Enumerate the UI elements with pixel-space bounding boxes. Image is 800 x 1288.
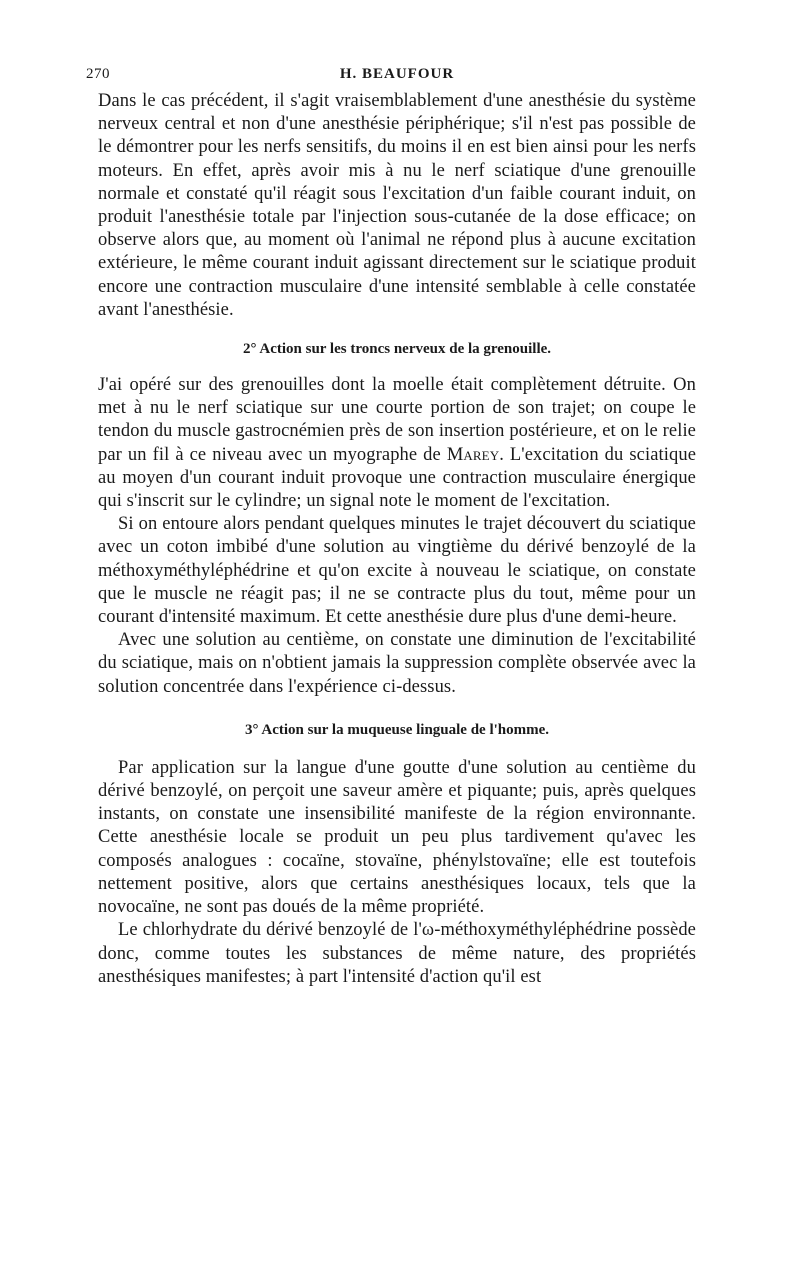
paragraph-hundredth-solution: Avec une solution au centième, on constate une diminution de l'excitabilité du sciatique, mais on n'obtient jamais la suppression complète observée avec la solution concentrée dans l'expérience ci-dessus. [98,630,696,697]
author-name-marey: Marey [446,444,500,465]
section-heading-lingual-mucosa: 3° Action sur la muqueuse linguale de l'homme. [244,721,550,738]
paragraph-twentieth-solution: Si on entoure alors pendant quelques minutes le trajet découvert du sciatique avec un coton imbibé d'une solution au vingtième du dérivé benzoylé de la méthoxyméthyléphédrine et qu'on excite à nouveau le sciatique, on constate que le muscle ne réagit pas; il ne se contracte plus du tout, même pour un courant d'intensité maximum. Et cette anesthésie dure plus d'une demi-heure. [98,514,696,628]
paragraph-anesthesia-central: Dans le cas précédent, il s'agit vraisemblablement d'une anesthésie du système nerveux central et non d'une anesthésie périphérique; s'il n'est pas possible de le démontrer pour les nerfs sensitifs, du moins il en est bien ainsi pour les nerfs moteurs. En effet, après avoir mis à nu le nerf sciatique d'une grenouille normale et constaté qu'il réagit sous l'excitation d'un faible courant induit, on produit l'anesthésie totale par l'injection sous-cutanée de la dose efficace; on observe alors que, au moment où l'animal ne répond plus à aucune excitation extérieure, le même courant induit agissant directement sur le sciatique produit encore une contraction musculaire d'une intensité semblable à celle constatée avant l'anesthésie. [98,91,696,320]
page-number: 270 [86,66,110,82]
book-page [86,60,696,989]
paragraph-text-before-name: J'ai opéré sur des grenouilles dont la moelle était complètement détruite. On met à nu le nerf sciatique sur une courte portion de son trajet; on coupe le tendon du muscle gastrocnémien près de son insertion postérieure, et on le relie par un fil à ce niveau avec un myographe de [98,375,696,465]
running-head-author: H. BEAUFOUR [339,66,455,82]
paragraph-experiment-setup [98,374,696,513]
paragraph-tongue-application: Par application sur la langue d'une goutte d'une solution au centième du dérivé benzoylé, on perçoit une saveur amère et piquante; puis, après quelques instants, on constate une insensibilité manifeste de la région environnante. Cette anesthésie locale se produit un peu plus tardivement qu'avec les composés analogues : cocaïne, stovaïne, phénylstovaïne; elle est toutefois nettement positive, alors que certains anesthésiques locaux, tels que la novocaïne, ne sont pas doués de la même propriété. [98,757,696,918]
paragraph-conclusion: Le chlorhydrate du dérivé benzoylé de l'ω-méthoxyméthyléphédrine possède donc, comme toutes les substances de même nature, des propriétés anesthésiques manifestes; à part l'intensité d'action qu'il est [98,920,696,987]
section-heading-nerve-trunks: 2° Action sur les troncs nerveux de la grenouille. [242,341,552,358]
running-head [86,60,696,90]
paragraph-text-after-name: . L'excitation du sciatique au moyen d'un courant induit provoque une contraction musculaire énergique qui s'inscrit sur le cylindre; un signal note le moment de l'excitation. [98,444,696,512]
